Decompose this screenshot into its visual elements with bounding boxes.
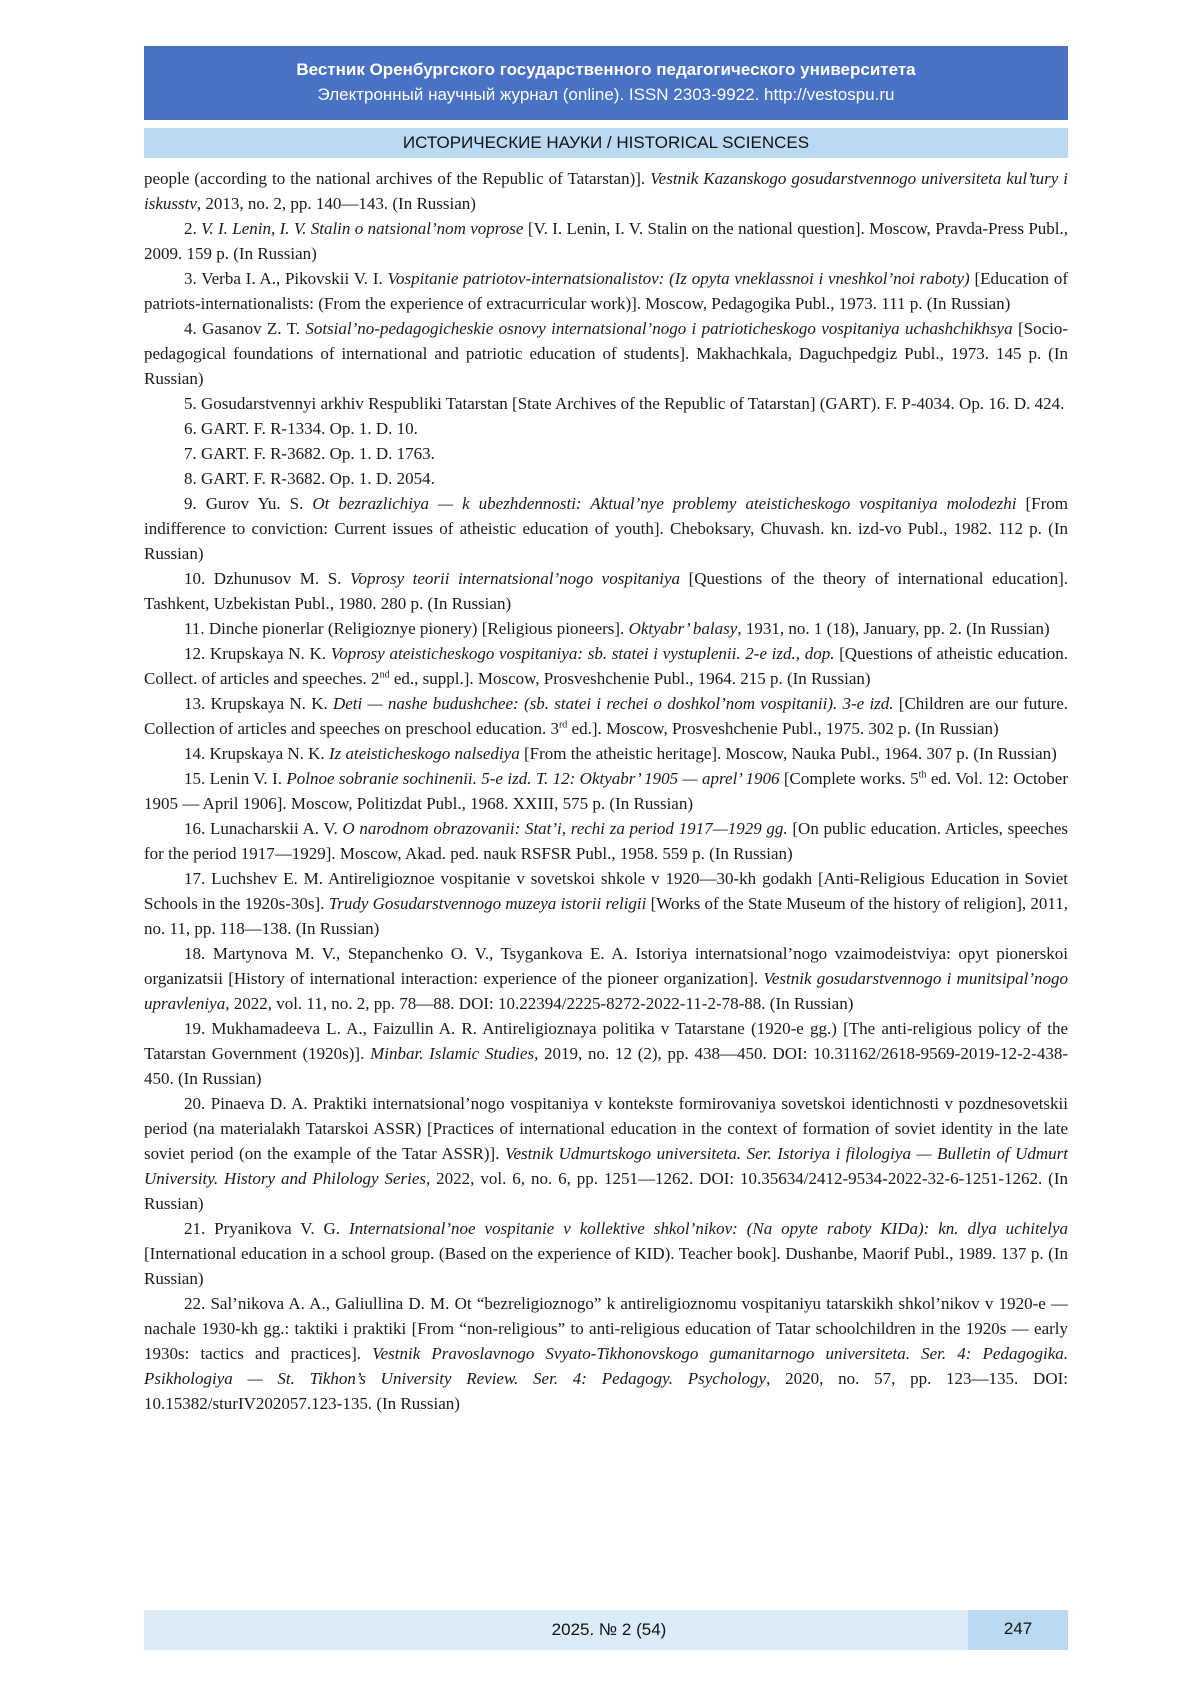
reference-entry	[144, 441, 1068, 466]
reference-text: [Education of patriots-internationalists: (From the experience of extracurricular work)]. Moscow, Pedagogika Publ., 1973. 111 p. (In Russian)	[144, 269, 1068, 313]
reference-title-italic: Polnoe sobranie sochinenii. 5-e izd. T. 12: Oktyabr’ 1905 — aprel’ 1906	[286, 769, 780, 788]
reference-entry	[144, 766, 1068, 816]
reference-title-italic: Iz ateisticheskogo nalsediya	[328, 744, 520, 763]
reference-title-italic: Vestnik Kazanskogo gosudarstvennogo universiteta kul’tury i iskusstv	[144, 169, 1068, 213]
reference-text: 12. Krupskaya N. K.	[184, 644, 331, 663]
page-footer	[144, 1610, 1068, 1650]
reference-text: people (according to the national archives of the Republic of Tatarstan)].	[144, 169, 651, 188]
reference-text: 6. GART. F. R-1334. Op. 1. D. 10.	[184, 419, 418, 438]
reference-entry	[144, 266, 1068, 316]
reference-text: [V. I. Lenin, I. V. Stalin on the national question]. Moscow, Pravda-Press Publ., 2009. 159 p. (In Russian)	[144, 219, 1069, 263]
reference-entry	[144, 616, 1068, 641]
reference-title-italic: Vestnik Pravoslavnogo Svyato-Tikhonovskogo gumanitarnogo universiteta. Ser. 4: Pedagogika. Psikhologiya — St. Tikhon’s University Review. Ser. 4: Pedagogy. Psychology	[144, 1344, 1068, 1388]
reference-entry	[144, 216, 1068, 266]
reference-text: 13. Krupskaya N. K.	[184, 694, 333, 713]
journal-subtitle: Электронный научный журнал (online). ISSN 2303-9922. http://vestospu.ru	[317, 85, 895, 104]
reference-text: [Children are our future. Collection of articles and speeches on preschool education. 3	[144, 694, 1068, 738]
reference-text: ed., suppl.]. Moscow, Prosveshchenie Publ., 1964. 215 p. (In Russian)	[389, 669, 871, 688]
reference-text: 8. GART. F. R-3682. Op. 1. D. 2054.	[184, 469, 435, 488]
reference-title-italic: Voprosy ateisticheskogo vospitaniya: sb. statei i vystuplenii. 2-e izd., dop.	[330, 644, 835, 663]
reference-text: , 2019, no. 12 (2), pp. 438—450. DOI: 10.31162/2618-9569-2019-12-2-438-450. (In Russian)	[144, 1044, 1068, 1088]
reference-title-italic: Deti — nashe budushchee: (sb. statei i rechei o doshkol’nom vospitanii). 3-e izd.	[332, 694, 894, 713]
reference-text: [Works of the State Museum of the history of religion], 2011, no. 11, pp. 118—138. (In Russian)	[144, 894, 1068, 938]
reference-text: ed.]. Moscow, Prosveshchenie Publ., 1975. 302 p. (In Russian)	[567, 719, 999, 738]
reference-entry	[144, 1216, 1068, 1291]
reference-text: 7. GART. F. R-3682. Op. 1. D. 1763.	[184, 444, 435, 463]
reference-text: , 2022, vol. 6, no. 6, pp. 1251—1262. DOI: 10.35634/2412-9534-2022-32-6-1251-1262. (In Russian)	[144, 1169, 1068, 1213]
reference-text: 10. Dzhunusov M. S.	[184, 569, 350, 588]
reference-entry	[144, 416, 1068, 441]
reference-text: 15. Lenin V. I.	[184, 769, 287, 788]
reference-text: 22. Sal’nikova A. A., Galiullina D. M. Ot “bezreligioznogo” k antireligioznomu vospitaniyu tatarskikh shkol’nikov v 1920-e — nachale 1930-kh gg.: taktiki i praktiki [From “non-religious” to anti-religious education of Tatar schoolchildren in the 1920s — early 1930s: tactics and practices].	[144, 1294, 1068, 1363]
reference-text: 19. Mukhamadeeva L. A., Faizullin A. R. Antireligioznaya politika v Tatarstane (1920-e gg.) [The anti-religious policy of the Tatarstan Government (1920s)].	[144, 1019, 1068, 1063]
reference-text: 11. Dinche pionerlar (Religioznye pionery) [Religious pioneers].	[184, 619, 629, 638]
reference-title-italic: Vestnik Udmurtskogo universiteta. Ser. Istoriya i filologiya — Bulletin of Udmurt University. History and Philology Series	[144, 1144, 1068, 1188]
reference-text: , 2022, vol. 11, no. 2, pp. 78—88. DOI: 10.22394/2225-8272-2022-11-2-78-88. (In Russian)	[225, 994, 854, 1013]
reference-entry	[144, 641, 1068, 691]
reference-text: [International education in a school group. (Based on the experience of KID). Teacher book]. Dushanbe, Maorif Publ., 1989. 137 p. (In Russian)	[144, 1244, 1068, 1288]
ordinal-suffix: rd	[558, 719, 568, 731]
reference-title-italic: Oktyabr’ balasy	[628, 619, 738, 638]
reference-text: [Questions of the theory of international education]. Tashkent, Uzbekistan Publ., 1980. 280 p. (In Russian)	[144, 569, 1069, 613]
reference-title-italic: Minbar. Islamic Studies	[370, 1044, 535, 1063]
section-heading: ИСТОРИЧЕСКИЕ НАУКИ / HISTORICAL SCIENCES	[144, 128, 1068, 158]
reference-text: , 2020, no. 57, pp. 123—135. DOI: 10.15382/sturIV202057.123-135. (In Russian)	[144, 1369, 1068, 1413]
reference-text: 18. Martynova M. V., Stepanchenko O. V., Tsygankova E. A. Istoriya internatsional’nogo vzaimodeistviya: opyt pionerskoi organizatsii [History of international interaction: experience of the pioneer organization].	[144, 944, 1068, 988]
reference-text: 2.	[184, 219, 202, 238]
reference-text: [Socio-pedagogical foundations of international and patriotic education of students]. Makhachkala, Daguchpedgiz Publ., 1973. 145 p. (In Russian)	[144, 319, 1069, 388]
reference-entry	[144, 1091, 1068, 1216]
reference-text: ed. Vol. 12: October 1905 — April 1906]. Moscow, Politizdat Publ., 1968. XXIII, 575 p. (In Russian)	[144, 769, 1068, 813]
reference-title-italic: V. I. Lenin, I. V. Stalin o natsional’nom voprose	[201, 219, 524, 238]
reference-text: [Questions of atheistic education. Collect. of articles and speeches. 2	[144, 644, 1068, 688]
reference-entry	[144, 1016, 1068, 1091]
reference-entry	[144, 866, 1068, 941]
reference-title-italic: Vospitanie patriotov-internatsionalistov: (Iz opyta vneklassnoi i vneshkol’noi raboty)	[387, 269, 970, 288]
reference-entry	[144, 316, 1068, 391]
reference-text: 14. Krupskaya N. K.	[184, 744, 329, 763]
reference-entry	[144, 391, 1068, 416]
reference-text: 9. Gurov Yu. S.	[184, 494, 313, 513]
reference-title-italic: Vestnik gosudarstvennogo i munitsipal’nogo upravleniya	[144, 969, 1069, 1013]
reference-entry	[144, 816, 1068, 866]
reference-text: 17. Luchshev E. M. Antireligioznoe vospitanie v sovetskoi shkole v 1920—30-kh godakh [Anti-Religious Education in Soviet Schools in the 1920s-30s].	[144, 869, 1068, 913]
reference-text: [From the atheistic heritage]. Moscow, Nauka Publ., 1964. 307 p. (In Russian)	[519, 744, 1057, 763]
reference-entry	[144, 466, 1068, 491]
reference-text: 20. Pinaeva D. A. Praktiki internatsional’nogo vospitaniya v kontekste formirovaniya sovetskoi identichnosti v pozdnesovetskii period (na materialakh Tatarskoi ASSR) [Practices of international education in the context of formation of soviet identity in the late soviet period (on the example of the Tatar ASSR)].	[144, 1094, 1068, 1163]
reference-text: , 1931, no. 1 (18), January, pp. 2. (In Russian)	[737, 619, 1050, 638]
reference-entry	[144, 1291, 1068, 1416]
reference-title-italic: Internatsional’noe vospitanie v kollektive shkol’nikov: (Na opyte raboty KIDa): kn. dlya uchitelya	[348, 1219, 1068, 1238]
reference-title-italic: Trudy Gosudarstvennogo muzeya istorii religii	[328, 894, 647, 913]
ordinal-suffix: nd	[379, 669, 390, 681]
reference-text: 4. Gasanov Z. T.	[184, 319, 306, 338]
reference-text: 21. Pryanikova V. G.	[184, 1219, 349, 1238]
reference-text: [From indifference to conviction: Current issues of atheistic education of youth]. Cheboksary, Chuvash. kn. izd-vo Publ., 1982. 112 p. (In Russian)	[144, 494, 1069, 563]
reference-title-italic: O narodnom obrazovanii: Stat’i, rechi za period 1917—1929 gg.	[342, 819, 788, 838]
reference-entry	[144, 741, 1068, 766]
reference-text: 5. Gosudarstvennyi arkhiv Respubliki Tatarstan [State Archives of the Republic of Tatarstan] (GART). F. P-4034. Op. 16. D. 424.	[184, 394, 1065, 413]
reference-text: [On public education. Articles, speeches for the period 1917—1929]. Moscow, Akad. ped. nauk RSFSR Publ., 1958. 559 p. (In Russian)	[144, 819, 1068, 863]
reference-entry	[144, 491, 1068, 566]
issue-number: 2025. № 2 (54)	[551, 1620, 667, 1639]
reference-entry	[144, 941, 1068, 1016]
reference-entry	[144, 691, 1068, 741]
reference-text: , 2013, no. 2, pp. 140—143. (In Russian)	[196, 194, 476, 213]
reference-entry	[144, 566, 1068, 616]
page-number: 247	[968, 1610, 1068, 1650]
journal-header	[144, 46, 1068, 120]
ordinal-suffix: th	[918, 769, 927, 781]
reference-title-italic: Ot bezrazlichiya — k ubezhdennosti: Aktual’nye problemy ateisticheskogo vospitaniya molodezhi	[312, 494, 1017, 513]
reference-entry	[144, 166, 1068, 216]
reference-text: [Complete works. 5	[779, 769, 919, 788]
reference-title-italic: Voprosy teorii internatsional’nogo vospitaniya	[349, 569, 681, 588]
reference-text: 16. Lunacharskii A. V.	[184, 819, 343, 838]
reference-title-italic: Sotsial’no-pedagogicheskie osnovy internatsional’nogo i patrioticheskogo vospitaniya uchashchikhsya	[305, 319, 1013, 338]
journal-title: Вестник Оренбургского государственного педагогического университета	[296, 60, 916, 79]
reference-list	[144, 166, 1068, 1416]
reference-text: 3. Verba I. A., Pikovskii V. I.	[184, 269, 388, 288]
